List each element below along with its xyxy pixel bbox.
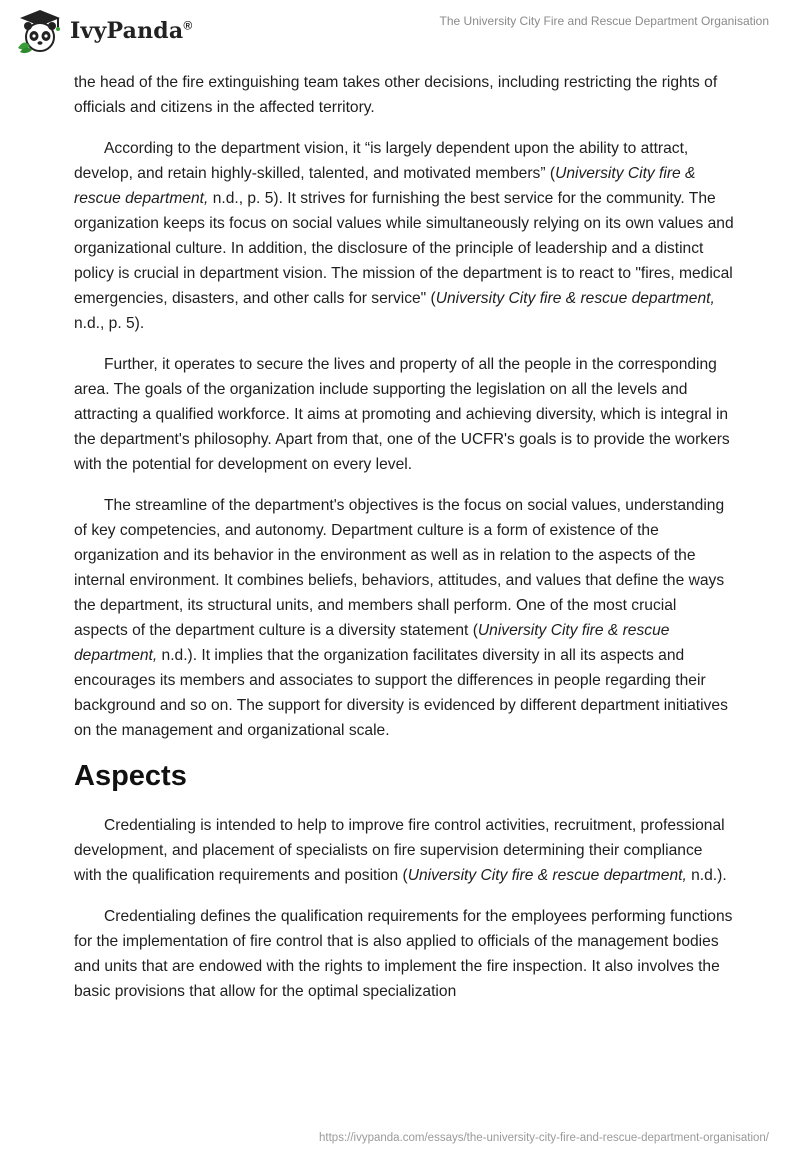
paragraph-3: Further, it operates to secure the lives and property of all the people in the corresponding area. The goals of the organization include supporting the legislation on all the levels and attracting a qualified workforce. It aims at promoting and achieving diversity, which is integral in the department's philosophy. Apart from that, one of the UCFR's goals is to provide the workers with the potential for development on every level.	[74, 356, 730, 473]
page-header	[0, 0, 800, 64]
logo-wordmark	[70, 18, 192, 44]
citation: University City fire & rescue department,	[74, 165, 696, 207]
section-heading-aspects: Aspects	[74, 760, 187, 792]
paragraph-2-text-c: n.d., p. 5).	[74, 315, 145, 332]
source-url[interactable]: https://ivypanda.com/essays/the-university-city-fire-and-rescue-department-organisation/	[319, 1132, 769, 1144]
paragraph-2	[74, 136, 734, 336]
paragraph-6: Credentialing defines the qualification requirements for the employees performing functions for the implementation of fire control that is also applied to officials of the management bodies and units that are endowed with the rights to implement the fire inspection. It also involves the basic provisions that allow for the optimal specialization	[74, 908, 733, 1000]
paragraph-2-text-b: n.d., p. 5). It strives for furnishing the best service for the community. The organization keeps its focus on social values while simultaneously relying on its own values and organizational culture. In addition, the disclosure of the principle of leadership and a distinct policy is crucial in department vision. The mission of the department is to react to "fires, medical emergencies, disasters, and other calls for service" (	[74, 190, 734, 307]
paragraph-4-text-a: The streamline of the department's objectives is the focus on social values, understanding of key competencies, and autonomy. Department culture is a form of existence of the organization and its behavior in the environment as well as in relation to the aspects of the internal environment. It combines beliefs, behaviors, attitudes, and values that define the ways the department, its structural units, and members shall perform. One of the most crucial aspects of the department culture is a diversity statement (	[74, 497, 725, 639]
panda-graduate-icon	[14, 8, 66, 54]
paragraph-5-text-b: n.d.).	[686, 867, 727, 884]
ivypanda-logo[interactable]	[14, 8, 192, 54]
document-title: The University City Fire and Rescue Department Organisation	[439, 14, 769, 28]
paragraph-5	[74, 813, 734, 888]
registered-mark: ®	[183, 18, 193, 33]
paragraph-5-text-a: Credentialing is intended to help to improve fire control activities, recruitment, professional development, and placement of specialists on fire supervision determining their compliance with the qualification requirements and position (	[74, 817, 725, 884]
citation: University City fire & rescue department,	[74, 622, 670, 664]
paragraph-4	[74, 493, 734, 743]
paragraph-4-text-b: n.d.). It implies that the organization facilitates diversity in all its aspects and encourages its members and associates to support the differences in people regarding their background and so on. The support for diversity is evidenced by different department initiatives on the management and organizational scale.	[74, 647, 728, 739]
essay-content	[74, 70, 734, 1020]
paragraph-1: the head of the fire extinguishing team takes other decisions, including restricting the rights of officials and citizens in the affected territory.	[74, 74, 718, 116]
logo-name: IvyPanda	[70, 18, 184, 44]
citation: University City fire & rescue department,	[407, 867, 687, 884]
citation: University City fire & rescue department,	[435, 290, 715, 307]
paragraph-2-text-a: According to the department vision, it “is largely dependent upon the ability to attract, develop, and retain highly-skilled, talented, and motivated members” (	[74, 140, 689, 182]
